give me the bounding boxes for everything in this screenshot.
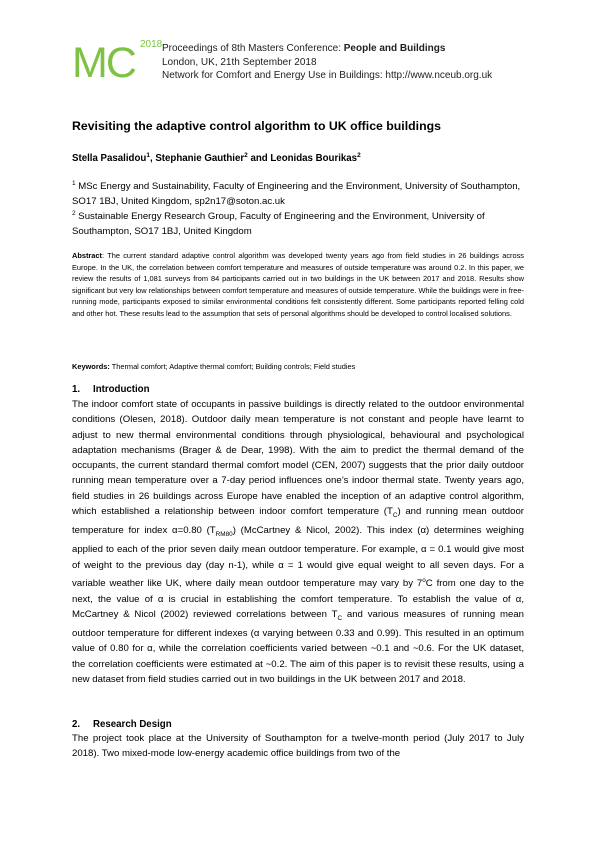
author-2: Stephanie Gauthier — [155, 153, 245, 165]
paper-title: Revisiting the adaptive control algorithm to UK office buildings — [72, 119, 441, 133]
research-design-paragraph: The project took place at the University of Southampton for a twelve-month period (July 2017 to July 2018). Two mixed-mode low-energy academic office buildings from two of the — [72, 733, 524, 760]
header-text — [162, 42, 492, 83]
header-line-1-prefix: Proceedings of 8th Masters Conference: — [162, 43, 344, 54]
abstract — [72, 250, 524, 319]
author-1: Stella Pasalidou — [72, 153, 147, 165]
intro-degree-sup: o — [422, 577, 426, 585]
logo-text: MC — [72, 39, 135, 87]
keywords — [72, 361, 524, 372]
author-list — [72, 152, 361, 164]
section-2-title: Research Design — [93, 719, 172, 730]
author-2-sup: 2 — [244, 152, 248, 159]
section-heading-introduction — [72, 384, 150, 395]
keywords-text: Thermal comfort; Adaptive thermal comfort; Building controls; Field studies — [109, 362, 356, 371]
abstract-text: : The current standard adaptive control algorithm was developed twenty years ago from field studies in 26 buildings across Europe. In the UK, the correlation between comfort temperature and measures of outside temperature was around 0.2. In this paper, we review the results of 1,081 surveys from 84 participants carried out in two buildings in the UK between 2017 and 2018. Results show significant but very low relationships between comfort temperature and measures of outside temperature. While the buildings were in free-running mode, participants exposed to similar environmental conditions felt consistently different. Some participants reported felling cold and other hot. These results lead to the assumption that sets of personal algorithms should be developed to control localised solutions. — [72, 251, 524, 318]
section-heading-research-design — [72, 719, 172, 730]
introduction-paragraph — [72, 397, 524, 687]
affiliation-1-sup: 1 — [72, 180, 76, 187]
author-separator-2: and — [247, 153, 271, 165]
intro-sub-trm80: RM80 — [215, 531, 233, 539]
intro-sub-tc-2: C — [337, 614, 343, 622]
author-3-sup: 2 — [357, 152, 361, 159]
intro-sub-tc: C — [392, 511, 398, 519]
conference-header — [72, 38, 542, 88]
intro-text-4: C from one day to the next, the value of α is crucial in establishing the comfort temperature. To establish the value of α, McCartney & Nicol (2002) reviewed correlations between T — [72, 578, 524, 620]
intro-text-2: ) and running mean outdoor temperature for index α=0.80 (T — [72, 506, 524, 537]
header-line-2: London, UK, 21th September 2018 — [162, 56, 317, 68]
author-3: Leonidas Bourikas — [270, 153, 358, 165]
header-line-3: Network for Comfort and Energy Use in Buildings: http://www.nceub.org.uk — [162, 70, 493, 81]
author-1-sup: 1 — [146, 152, 150, 159]
section-1-title: Introduction — [93, 384, 150, 395]
mc-logo — [72, 39, 163, 87]
header-line-1 — [162, 42, 492, 56]
keywords-label: Keywords: — [72, 362, 110, 371]
logo-year: 2018 — [140, 39, 163, 50]
abstract-label: Abstract — [72, 251, 102, 260]
section-1-number: 1. — [72, 384, 81, 395]
affiliation-1 — [72, 176, 524, 209]
section-2-number: 2. — [72, 719, 81, 730]
intro-text-1: The indoor comfort state of occupants in passive buildings is directly related to the outdoor environmental conditions (Olesen, 2018). Outdoor daily mean temperature is not constant and people have learnt to adjust to new thermal environmental conditions through physiological, behavioural and psychological adaptation mechanisms (Brager & de Dear, 1998). With the aim to predict the thermal demand of the occupants, the current standard thermal comfort model (CEN, 2007) suggests that the prior daily outdoor running mean temperature over a 7-day period influences one’s indoor thermal state. Twenty years ago, field studies in 26 buildings across Europe have enabled the inception of an adaptive control algorithm, which established a relationship between indoor comfort temperature (T — [72, 399, 524, 518]
affiliation-2 — [72, 206, 524, 239]
affiliation-2-text: Sustainable Energy Research Group, Faculty of Engineering and the Environment, University of Southampton, SO17 1BJ, United Kingdom — [72, 211, 485, 238]
intro-text-5: and various measures of running mean outdoor temperature for different indexes (α varying between 0.33 and 0.99). This resulted in an optimum value of 0.80 for α, while the correlation coefficients varied between ~0.1 and ~0.6. For the UK dataset, the correlation coefficients were estimated at ~0.2. The aim of this paper is to revisit these results, using a new dataset from field studies carried out in two buildings in the UK between 2017 and 2018. — [72, 608, 524, 685]
affiliation-1-text: MSc Energy and Sustainability, Faculty of Engineering and the Environment, University of Southampton, SO17 1BJ, United Kingdom, sp2n17@soton.ac.uk — [72, 181, 521, 208]
header-line-1-bold: People and Buildings — [343, 43, 446, 54]
intro-text-3: ) (McCartney & Nicol, 2002). This index (α) determines weighing applied to each of the prior seven daily mean outdoor temperature. For example, α = 0.1 would give most of weight to the previous day (day n-1), while α = 1 would give equal weight to all seven days. For a variable weather like UK, where daily mean outdoor temperature may vary by 7 — [72, 525, 524, 590]
affiliation-2-sup: 2 — [72, 210, 76, 217]
author-separator-1: , — [149, 153, 156, 165]
